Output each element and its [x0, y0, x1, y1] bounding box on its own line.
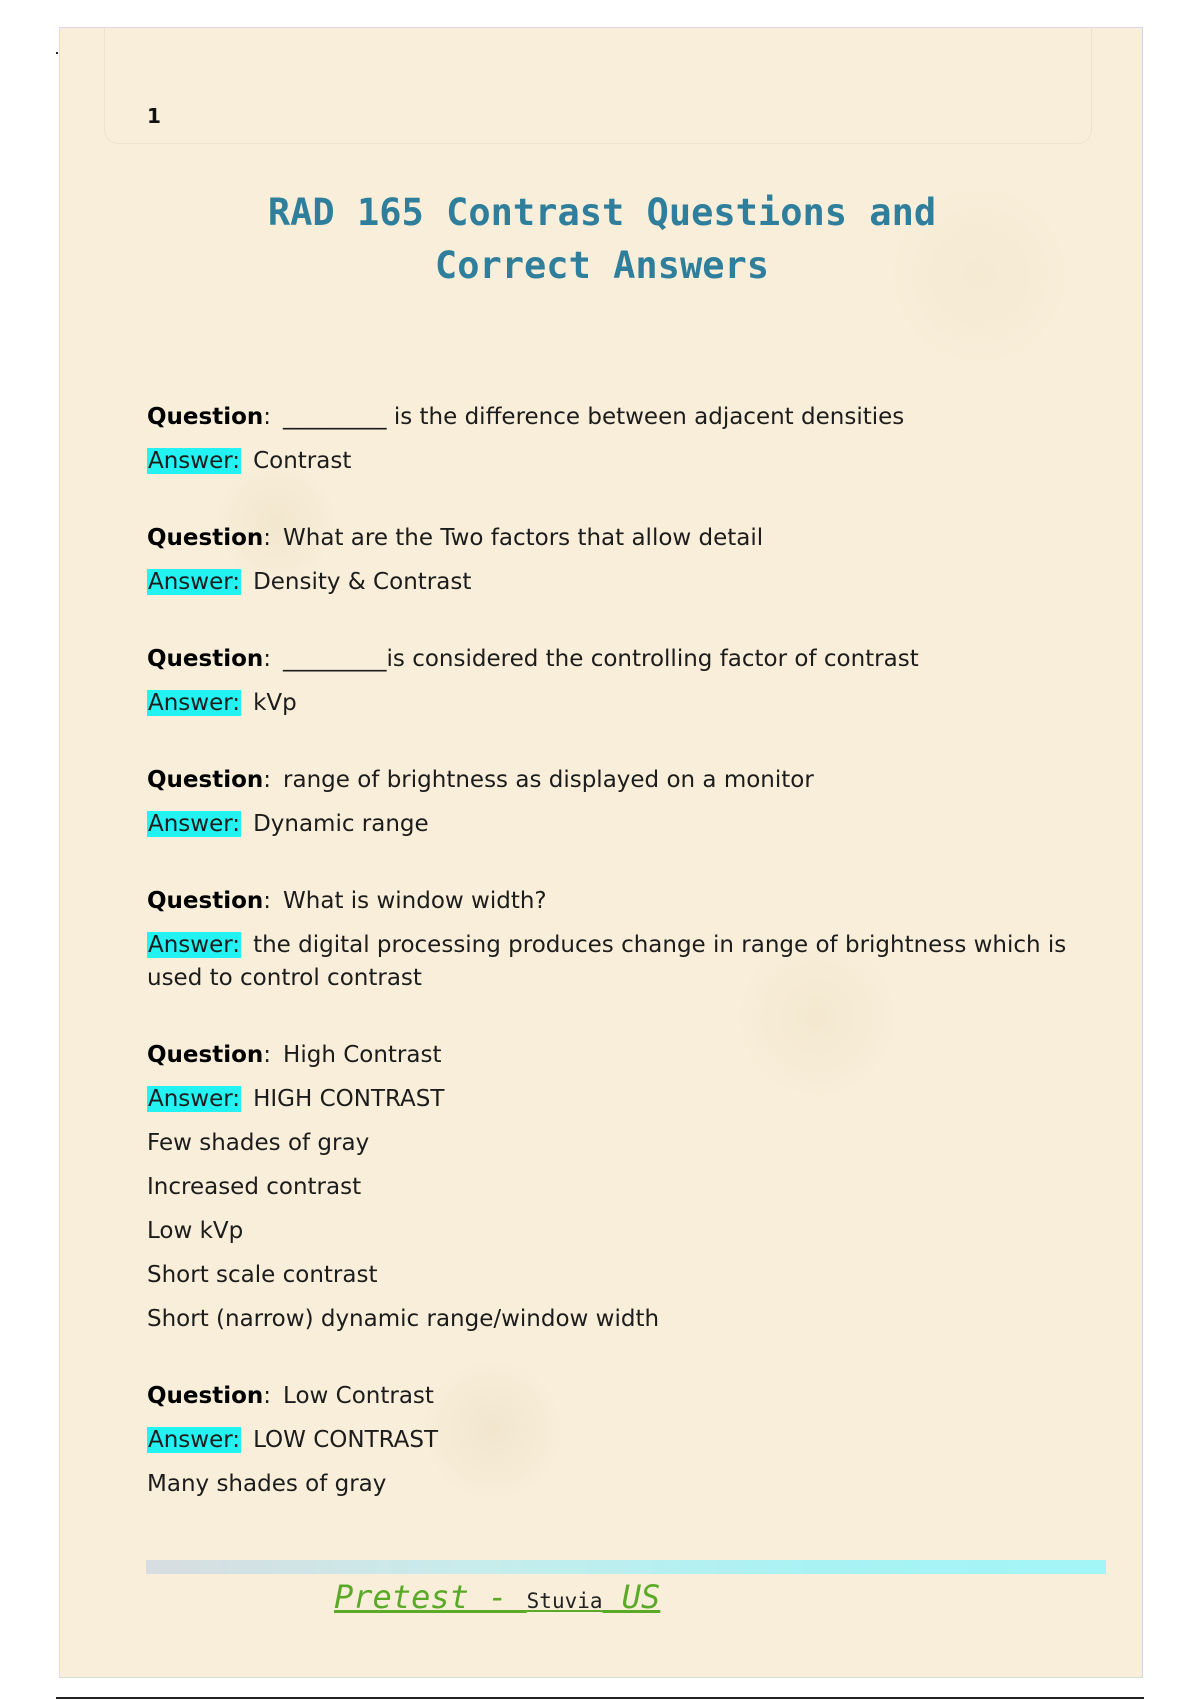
question-label: Question [147, 767, 264, 793]
question-line [147, 885, 1067, 918]
answer-detail-line: Few shades of gray [147, 1130, 370, 1156]
page-number: 1 [147, 104, 161, 128]
footer-divider-bar [146, 1560, 1106, 1574]
question-colon: : [263, 525, 272, 551]
answer-detail-line: Short scale contrast [147, 1262, 378, 1288]
answer-line [147, 1083, 1067, 1116]
answer-text: the digital processing produces change in range of brightness which is used to control contrast [147, 932, 1067, 991]
question-line [147, 1380, 1067, 1413]
question-colon: : [263, 404, 272, 430]
question-colon: : [263, 1042, 272, 1068]
answer-line [147, 808, 1067, 841]
answer-text: Contrast [253, 448, 352, 474]
answer-detail-line: Low kVp [147, 1218, 244, 1244]
answer-text: HIGH CONTRAST [253, 1086, 445, 1112]
answer-text: Dynamic range [253, 811, 429, 837]
question-text: What are the Two factors that allow detail [283, 525, 764, 551]
question-text: High Contrast [283, 1042, 442, 1068]
title-line-1: RAD 165 Contrast Questions and [267, 191, 937, 234]
question-label: Question [147, 888, 264, 914]
page-header-box [104, 28, 1092, 144]
question-line [147, 1039, 1067, 1072]
question-colon: : [263, 888, 272, 914]
answer-line [147, 445, 1067, 478]
answer-line [147, 1424, 1067, 1457]
answer-text: LOW CONTRAST [253, 1427, 439, 1453]
answer-label: Answer: [148, 690, 241, 716]
question-line [147, 643, 1067, 676]
qa-list [147, 401, 1067, 1545]
answer-text: kVp [253, 690, 297, 716]
question-label: Question [147, 525, 264, 551]
question-text: _________ is the difference between adjacent densities [283, 404, 905, 430]
brand-us-text: US [602, 1578, 661, 1616]
qa-item [147, 401, 1067, 478]
qa-item [147, 643, 1067, 720]
question-label: Question [147, 404, 264, 430]
answer-line [147, 929, 1067, 995]
question-colon: : [263, 1383, 272, 1409]
corner-mark [56, 52, 58, 54]
qa-item [147, 1039, 1067, 1336]
question-colon: : [263, 767, 272, 793]
answer-text: Density & Contrast [253, 569, 472, 595]
qa-item [147, 885, 1067, 995]
question-line [147, 522, 1067, 555]
question-text: _________is considered the controlling factor of contrast [283, 646, 919, 672]
question-colon: : [263, 646, 272, 672]
answer-label: Answer: [148, 1427, 241, 1453]
answer-label: Answer: [148, 811, 241, 837]
question-label: Question [147, 1383, 264, 1409]
qa-item [147, 764, 1067, 841]
question-label: Question [147, 646, 264, 672]
answer-line [147, 687, 1067, 720]
answer-detail-line: Short (narrow) dynamic range/window width [147, 1306, 660, 1332]
qa-item [147, 1380, 1067, 1501]
answer-detail-line: Many shades of gray [147, 1471, 387, 1497]
answer-detail-line: Increased contrast [147, 1174, 362, 1200]
brand-pretest-text: Pretest - [334, 1578, 527, 1616]
qa-item [147, 522, 1067, 599]
brand-stuvia-text: Stuvia [526, 1589, 603, 1613]
question-text: range of brightness as displayed on a monitor [283, 767, 814, 793]
footer-brand [334, 1578, 660, 1616]
answer-label: Answer: [148, 569, 241, 595]
document-page [59, 27, 1143, 1678]
bottom-rule [56, 1697, 1144, 1699]
document-title [60, 186, 1144, 292]
question-text: What is window width? [283, 888, 547, 914]
question-label: Question [147, 1042, 264, 1068]
answer-label: Answer: [148, 1086, 241, 1112]
answer-line [147, 566, 1067, 599]
question-line [147, 764, 1067, 797]
answer-label: Answer: [148, 448, 241, 474]
title-line-2: Correct Answers [434, 244, 770, 287]
question-line [147, 401, 1067, 434]
question-text: Low Contrast [283, 1383, 434, 1409]
answer-label: Answer: [148, 932, 241, 958]
